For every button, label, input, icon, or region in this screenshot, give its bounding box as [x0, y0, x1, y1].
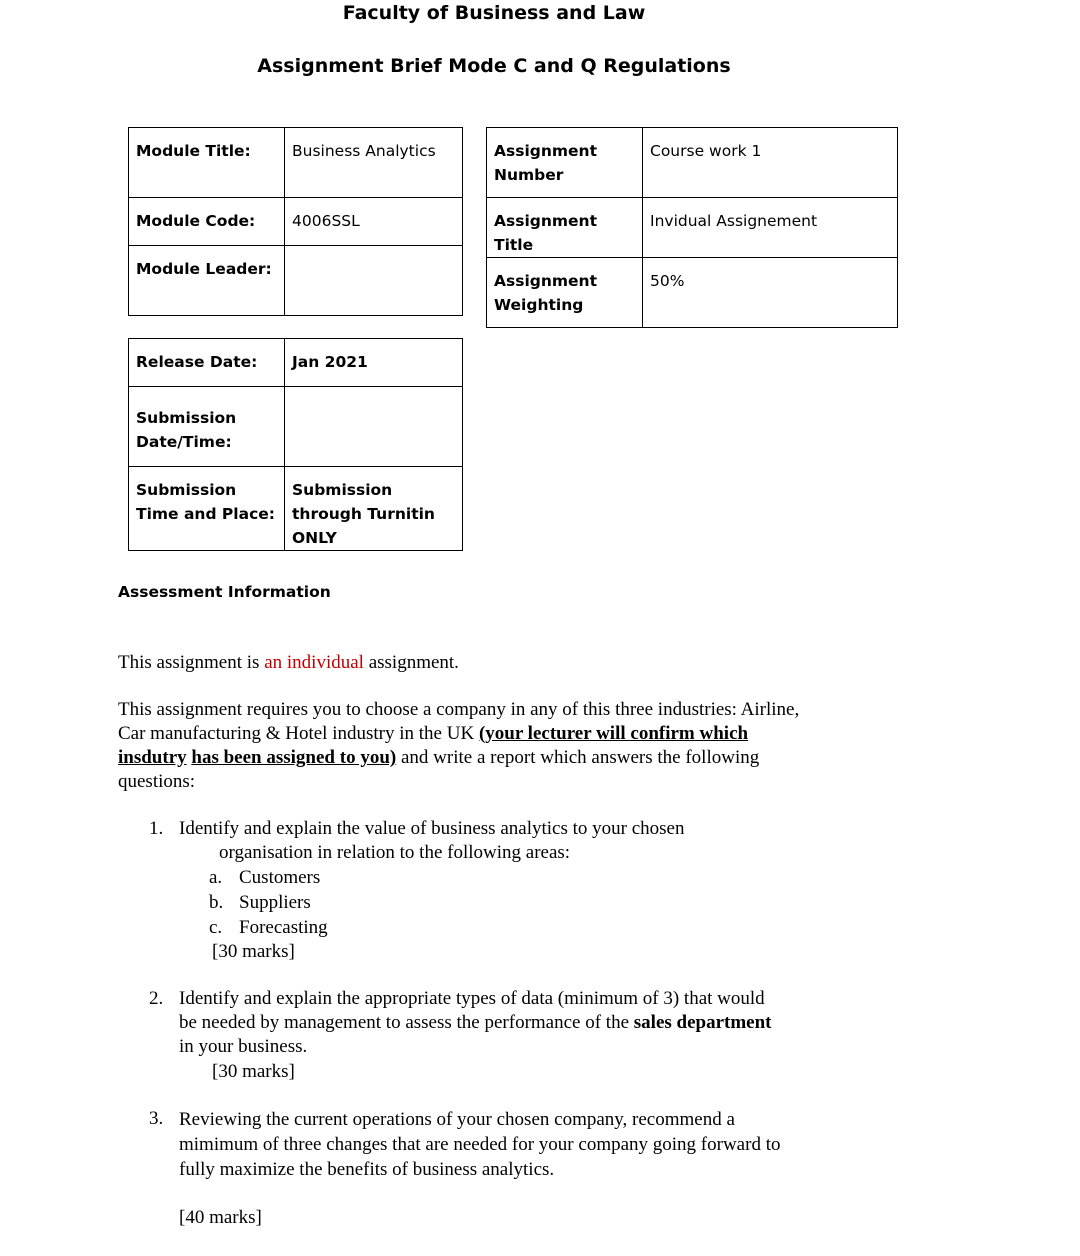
intro-post: assignment.: [363, 652, 459, 673]
question-2-text: [179, 987, 859, 1059]
para-line-2-text: Car manufacturing & Hotel industry in the UK: [118, 723, 479, 744]
submission-datetime-value: [285, 387, 463, 467]
q1-b-text: Suppliers: [239, 892, 311, 913]
question-2-line-2-text: be needed by management to assess the performance of the: [179, 1012, 634, 1033]
submission-datetime-label: Submission Date/Time:: [129, 387, 285, 467]
question-3-marks: [40 marks]: [179, 1207, 262, 1228]
assignment-number-value: Course work 1: [643, 128, 898, 198]
module-title-label: Module Title:: [129, 128, 285, 198]
release-date-value: Jan 2021: [285, 339, 463, 387]
module-leader-value: [285, 246, 463, 316]
module-code-label: Module Code:: [129, 198, 285, 246]
module-leader-label: Module Leader:: [129, 246, 285, 316]
para-line-1: This assignment requires you to choose a company in any of this three industries: Airline,: [118, 699, 800, 720]
question-3-line-1: Reviewing the current operations of your chosen company, recommend a: [179, 1109, 735, 1130]
submission-place-value: Submission through Turnitin ONLY: [285, 467, 463, 551]
brief-title: Assignment Brief Mode C and Q Regulations: [257, 55, 731, 77]
q1-c-letter: c.: [209, 917, 223, 938]
para-line-3: [118, 746, 918, 770]
q1-a-letter: a.: [209, 867, 223, 888]
assignment-number-label: Assignment Number: [487, 128, 643, 198]
question-1-line-1: Identify and explain the value of business analytics to your chosen: [179, 818, 685, 839]
question-1-marks: [30 marks]: [212, 941, 295, 962]
para-line-3-text: and write a report which answers the following: [396, 747, 760, 768]
intro-paragraph: [118, 651, 459, 675]
question-1-line-2: organisation in relation to the following areas:: [219, 842, 571, 863]
question-2-line-3: in your business.: [179, 1036, 308, 1057]
release-date-label: Release Date:: [129, 339, 285, 387]
module-title-value: Business Analytics: [285, 128, 463, 198]
assignment-title-label: Assignment Title: [487, 198, 643, 258]
question-2-line-1: Identify and explain the appropriate types of data (minimum of 3) that would: [179, 988, 765, 1009]
submission-place-label: Submission Time and Place:: [129, 467, 285, 551]
dates-table: [128, 338, 463, 551]
question-2-line-2-bold: sales department: [633, 1012, 772, 1033]
question-2-number: 2.: [149, 988, 164, 1009]
question-3-number: 3.: [149, 1108, 164, 1129]
module-code-value: 4006SSL: [285, 198, 463, 246]
para-line-2-bold: (your lecturer will confirm which: [478, 723, 749, 744]
assignment-weighting-value: 50%: [643, 258, 898, 328]
question-3-line-3: fully maximize the benefits of business analytics.: [179, 1159, 555, 1180]
question-2-line-2: [179, 1011, 859, 1035]
para-line-3-bold1: insdutry: [118, 747, 187, 768]
para-line-2: [118, 722, 918, 746]
assignment-weighting-label: Assignment Weighting: [487, 258, 643, 328]
intro-highlight: an individual: [264, 652, 364, 673]
para-line-4: questions:: [118, 771, 196, 792]
q1-b-letter: b.: [209, 892, 224, 913]
faculty-title: Faculty of Business and Law: [342, 2, 646, 24]
assignment-table: [486, 127, 898, 328]
q1-a-text: Customers: [239, 867, 321, 888]
question-3-text: [179, 1107, 859, 1182]
question-2-marks: [30 marks]: [212, 1061, 295, 1082]
question-1-number: 1.: [149, 818, 164, 839]
para-line-3-bold2: has been assigned to you): [191, 747, 397, 768]
question-3-line-2: mimimum of three changes that are needed for your company going forward to: [179, 1134, 781, 1155]
requirements-paragraph: [118, 698, 918, 794]
assignment-title-value: Invidual Assignement: [643, 198, 898, 258]
module-table: [128, 127, 463, 316]
assessment-heading: Assessment Information: [118, 583, 331, 601]
intro-pre: This assignment is: [118, 652, 265, 673]
q1-c-text: Forecasting: [239, 917, 328, 938]
